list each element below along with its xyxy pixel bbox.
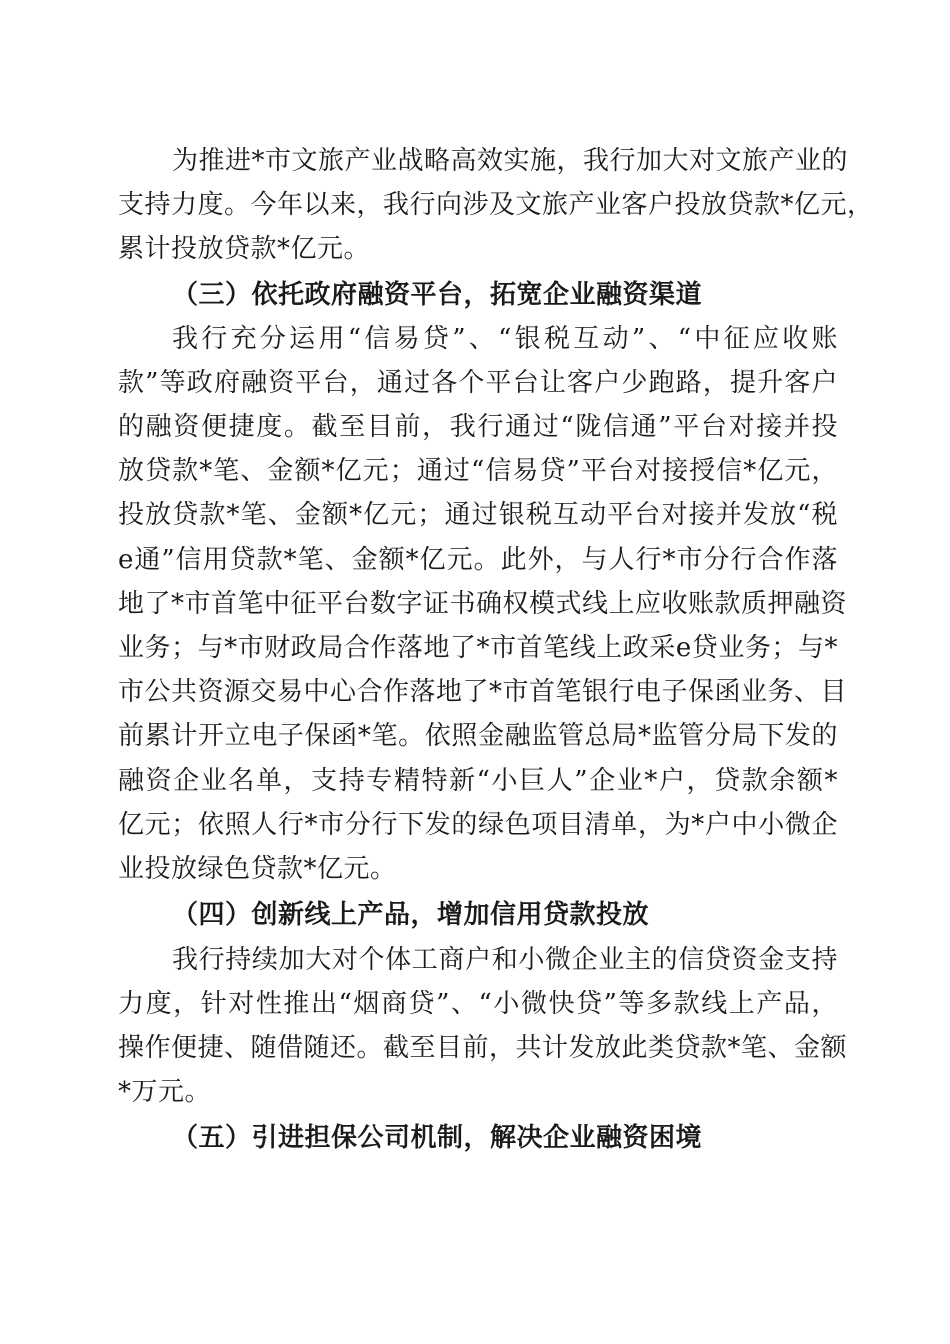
paragraph-1-line-2: 支持力度。今年以来，我行向涉及文旅产业客户投放贷款*亿元， (118, 190, 874, 220)
paragraph-2-line-4: 放贷款*笔、金额*亿元；通过“信易贷”平台对接授信*亿元， (118, 456, 838, 486)
paragraph-2-line-11: 融资企业名单，支持专精特新“小巨人”企业*户，贷款余额* (118, 766, 838, 796)
paragraph-3-line-1: 我行持续加大对个体工商户和小微企业主的信贷资金支持 (172, 945, 838, 975)
paragraph-2-line-10: 前累计开立电子保函*笔。依照金融监管总局*监管分局下发的 (118, 721, 838, 751)
paragraph-2-line-8: 业务；与*市财政局合作落地了*市首笔线上政采e贷业务；与* (118, 633, 838, 663)
paragraph-2-line-9: 市公共资源交易中心合作落地了*市首笔银行电子保函业务、目 (118, 677, 848, 707)
section-heading-4: （四）创新线上产品，增加信用贷款投放 (172, 900, 650, 930)
paragraph-2-line-2: 款”等政府融资平台，通过各个平台让客户少跑路，提升客户 (118, 368, 838, 398)
paragraph-2-line-7: 地了*市首笔中征平台数字证书确权模式线上应收账款质押融资 (118, 589, 848, 619)
paragraph-2-line-3: 的融资便捷度。截至目前，我行通过“陇信通”平台对接并投 (118, 412, 838, 442)
paragraph-2-line-12: 亿元；依照人行*市分行下发的绿色项目清单，为*户中小微企 (118, 810, 838, 840)
paragraph-2-line-13: 业投放绿色贷款*亿元。 (118, 854, 397, 884)
paragraph-2-line-1: 我行充分运用“信易贷”、“银税互动”、“中征应收账 (172, 324, 838, 354)
paragraph-3-line-2: 力度，针对性推出“烟商贷”、“小微快贷”等多款线上产品， (118, 989, 838, 1019)
paragraph-3-line-3: 操作便捷、随借随还。截至目前，共计发放此类贷款*笔、金额 (118, 1033, 848, 1063)
paragraph-1-line-3: 累计投放贷款*亿元。 (118, 234, 371, 264)
section-heading-5: （五）引进担保公司机制，解决企业融资困境 (172, 1123, 703, 1153)
paragraph-2-line-6: e通”信用贷款*笔、金额*亿元。此外，与人行*市分行合作落 (118, 545, 838, 575)
paragraph-3-line-4: *万元。 (118, 1077, 212, 1107)
section-heading-3: （三）依托政府融资平台，拓宽企业融资渠道 (172, 280, 703, 310)
paragraph-2-line-5: 投放贷款*笔、金额*亿元；通过银税互动平台对接并发放“税 (118, 500, 838, 530)
paragraph-1-line-1: 为推进*市文旅产业战略高效实施，我行加大对文旅产业的 (172, 146, 849, 176)
